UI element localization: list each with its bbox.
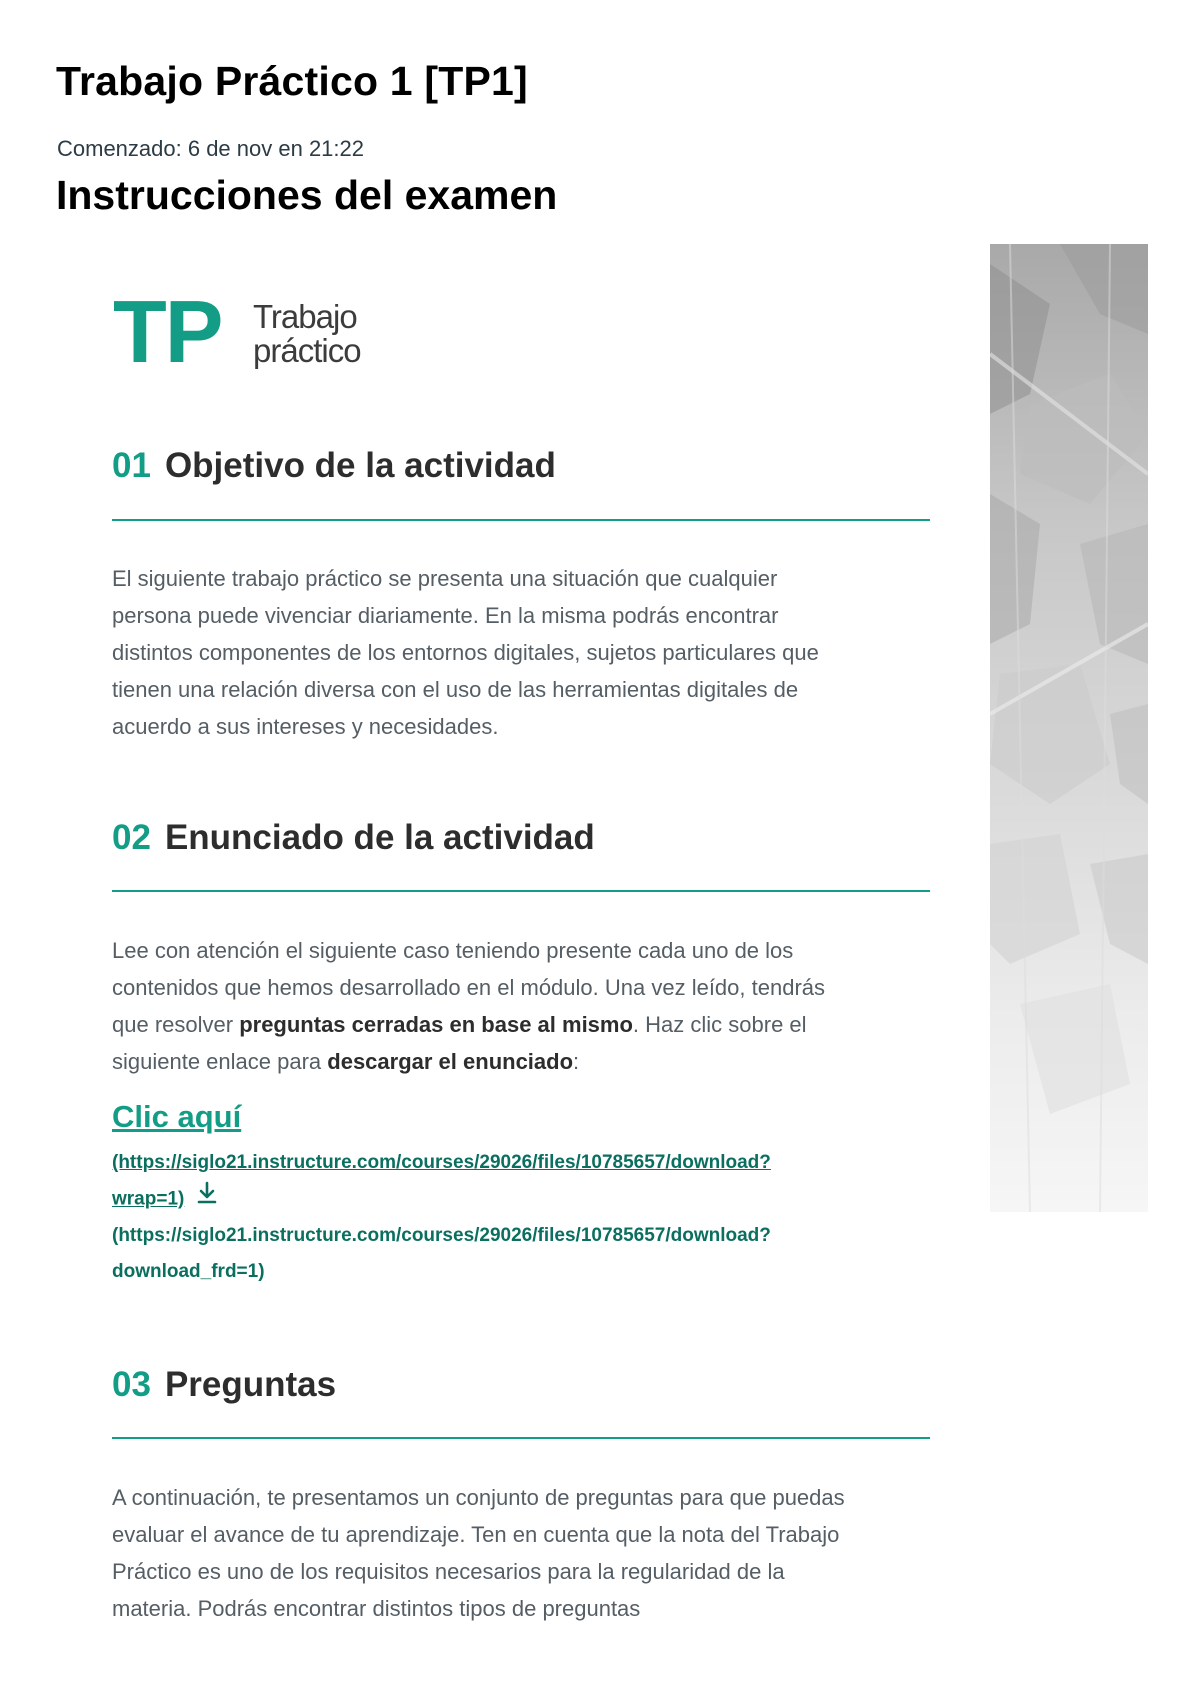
- tp-logo-word-1: Trabajo: [253, 298, 357, 335]
- section-divider: [112, 1437, 930, 1439]
- section-divider: [112, 890, 930, 892]
- download-icon[interactable]: [196, 1181, 218, 1218]
- download-frd-link[interactable]: [112, 1218, 912, 1290]
- paragraph-line: [112, 1043, 932, 1080]
- tp-logo-word-2: práctico: [253, 332, 361, 369]
- paragraph-line: persona puede vivenciar diariamente. En la misma podrás encontrar: [112, 603, 779, 628]
- paragraph-line: acuerdo a sus intereses y necesidades.: [112, 714, 499, 739]
- paragraph-text: que resolver: [112, 1012, 240, 1037]
- section-title: Enunciado de la actividad: [164, 818, 595, 857]
- section-number: 03: [112, 1365, 151, 1404]
- link-url-text[interactable]: (https://siglo21.instructure.com/courses/29026/files/10785657/download?: [112, 1225, 771, 1246]
- quiz-title: Trabajo Práctico 1 [TP1]: [56, 58, 528, 104]
- paragraph-line: materia. Podrás encontrar distintos tipos de preguntas: [112, 1596, 641, 1621]
- link-url-text[interactable]: (https://siglo21.instructure.com/courses/29026/files/10785657/download?: [112, 1152, 771, 1173]
- paragraph-text: siguiente enlace para: [112, 1049, 328, 1074]
- paragraph-line: El siguiente trabajo práctico se presenta una situación que cualquier: [112, 566, 778, 591]
- tp-logo: [113, 282, 413, 381]
- section-heading-enunciado: [112, 818, 930, 858]
- section-number: 02: [112, 818, 151, 857]
- section-title: Objetivo de la actividad: [164, 446, 556, 485]
- paragraph-text: . Haz clic sobre el: [632, 1012, 807, 1037]
- decorative-side-image: [990, 244, 1148, 1212]
- started-timestamp: Comenzado: 6 de nov en 21:22: [57, 136, 365, 161]
- link-url-text[interactable]: download_frd=1): [112, 1261, 265, 1282]
- paragraph-line: distintos componentes de los entornos digitales, sujetos particulares que: [112, 640, 819, 665]
- paragraph-line: A continuación, te presentamos un conjunto de preguntas para que puedas: [112, 1485, 845, 1510]
- section-paragraph-preguntas: [112, 1479, 932, 1627]
- link-url-text[interactable]: wrap=1): [112, 1188, 185, 1210]
- section-paragraph-objetivo: [112, 560, 932, 745]
- paragraph-text: :: [573, 1049, 580, 1074]
- paragraph-line: Lee con atención el siguiente caso teniendo presente cada uno de los: [112, 938, 794, 963]
- paragraph-line: [112, 1006, 932, 1043]
- paragraph-bold-text: preguntas cerradas en base al mismo: [239, 1012, 633, 1037]
- download-link-wrap[interactable]: [112, 1145, 912, 1218]
- paragraph-line: tienen una relación diversa con el uso de las herramientas digitales de: [112, 677, 799, 702]
- tp-logo-letters: TP: [113, 282, 222, 381]
- clic-aqui-link[interactable]: Clic aquí: [112, 1099, 242, 1134]
- paragraph-bold-text: descargar el enunciado: [327, 1049, 574, 1074]
- paragraph-line: Práctico es uno de los requisitos necesarios para la regularidad de la: [112, 1559, 785, 1584]
- section-title: Preguntas: [164, 1365, 337, 1404]
- link-url-line[interactable]: [112, 1181, 912, 1218]
- section-heading-objetivo: [112, 446, 930, 486]
- section-divider: [112, 519, 930, 521]
- paragraph-line: evaluar el avance de tu aprendizaje. Ten en cuenta que la nota del Trabajo: [112, 1522, 840, 1547]
- paragraph-line: contenidos que hemos desarrollado en el módulo. Una vez leído, tendrás: [112, 975, 826, 1000]
- instructions-heading: Instrucciones del examen: [56, 172, 558, 218]
- section-number: 01: [112, 446, 151, 485]
- section-paragraph-enunciado: [112, 932, 932, 1080]
- section-heading-preguntas: [112, 1365, 930, 1405]
